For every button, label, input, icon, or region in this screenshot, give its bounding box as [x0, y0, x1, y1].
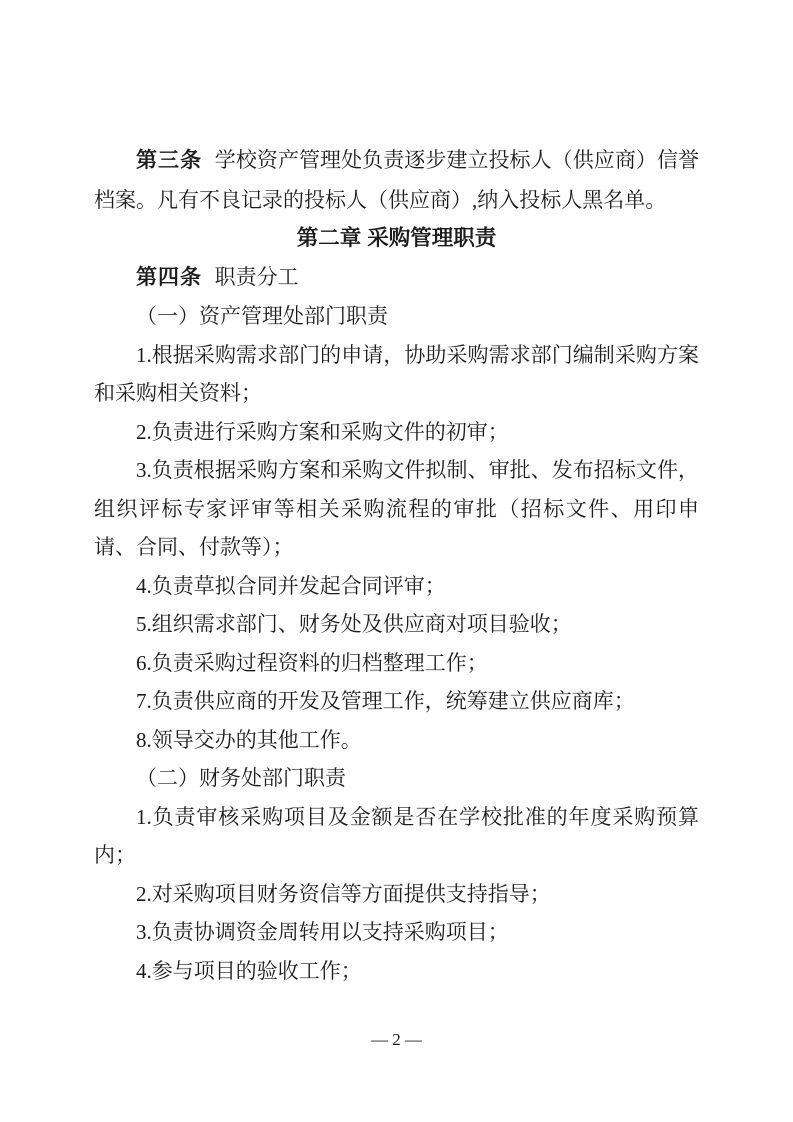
duty-item-1-5: 5.组织需求部门、财务处及供应商对项目验收； — [136, 612, 572, 636]
duty-item-2-4: 4.参与项目的验收工作； — [136, 958, 362, 983]
chapter-2-heading: 第二章 采购管理职责 — [296, 226, 497, 250]
article-4-paragraph — [94, 258, 699, 298]
duty-item-2-1: 1.负责审核采购项目及金额是否在学校批准的年度采购预算内； — [94, 804, 699, 867]
article-3-paragraph — [94, 141, 699, 219]
duty-item-1-1: 1.根据采购需求部门的申请，协助采购需求部门编制采购方案和采购相关资料； — [94, 342, 699, 405]
duty-item-1-6: 6.负责采购过程资料的归档整理工作； — [136, 650, 488, 675]
article-3-label: 第三条 — [136, 149, 203, 172]
duty-item-1-3: 3.负责根据采购方案和采购文件拟制、审批、发布招标文件，组织评标专家评审等相关采购流程的审批（招标文件、用印申请、合同、付款等）； — [94, 458, 699, 559]
page-number: — 2 — — [371, 1030, 422, 1049]
duty-item-2-3: 3.负责协调资金周转用以支持采购项目； — [136, 920, 509, 944]
subsection-2-heading: （二）财务处部门职责 — [136, 766, 346, 790]
duty-item-1-8: 8.领导交办的其他工作。 — [136, 727, 362, 752]
duty-item-1-7: 7.负责供应商的开发及管理工作，统筹建立供应商库； — [136, 689, 635, 713]
article-4-text: 职责分工 — [214, 264, 299, 289]
duty-item-1-4: 4.负责草拟合同并发起合同评审； — [136, 573, 446, 598]
subsection-1-heading: （一）资产管理处部门职责 — [136, 304, 388, 328]
duty-item-2-2: 2.对采购项目财务资信等方面提供支持指导； — [136, 881, 551, 906]
document-body — [94, 141, 699, 990]
article-4-label: 第四条 — [136, 265, 202, 289]
duty-item-1-2: 2.负责进行采购方案和采购文件的初审； — [136, 419, 509, 444]
article-3-text: 学校资产管理处负责逐步建立投标人（供应商）信誉档案。凡有不良记录的投标人（供应商）,纳入投标人黑名单。 — [94, 148, 700, 212]
